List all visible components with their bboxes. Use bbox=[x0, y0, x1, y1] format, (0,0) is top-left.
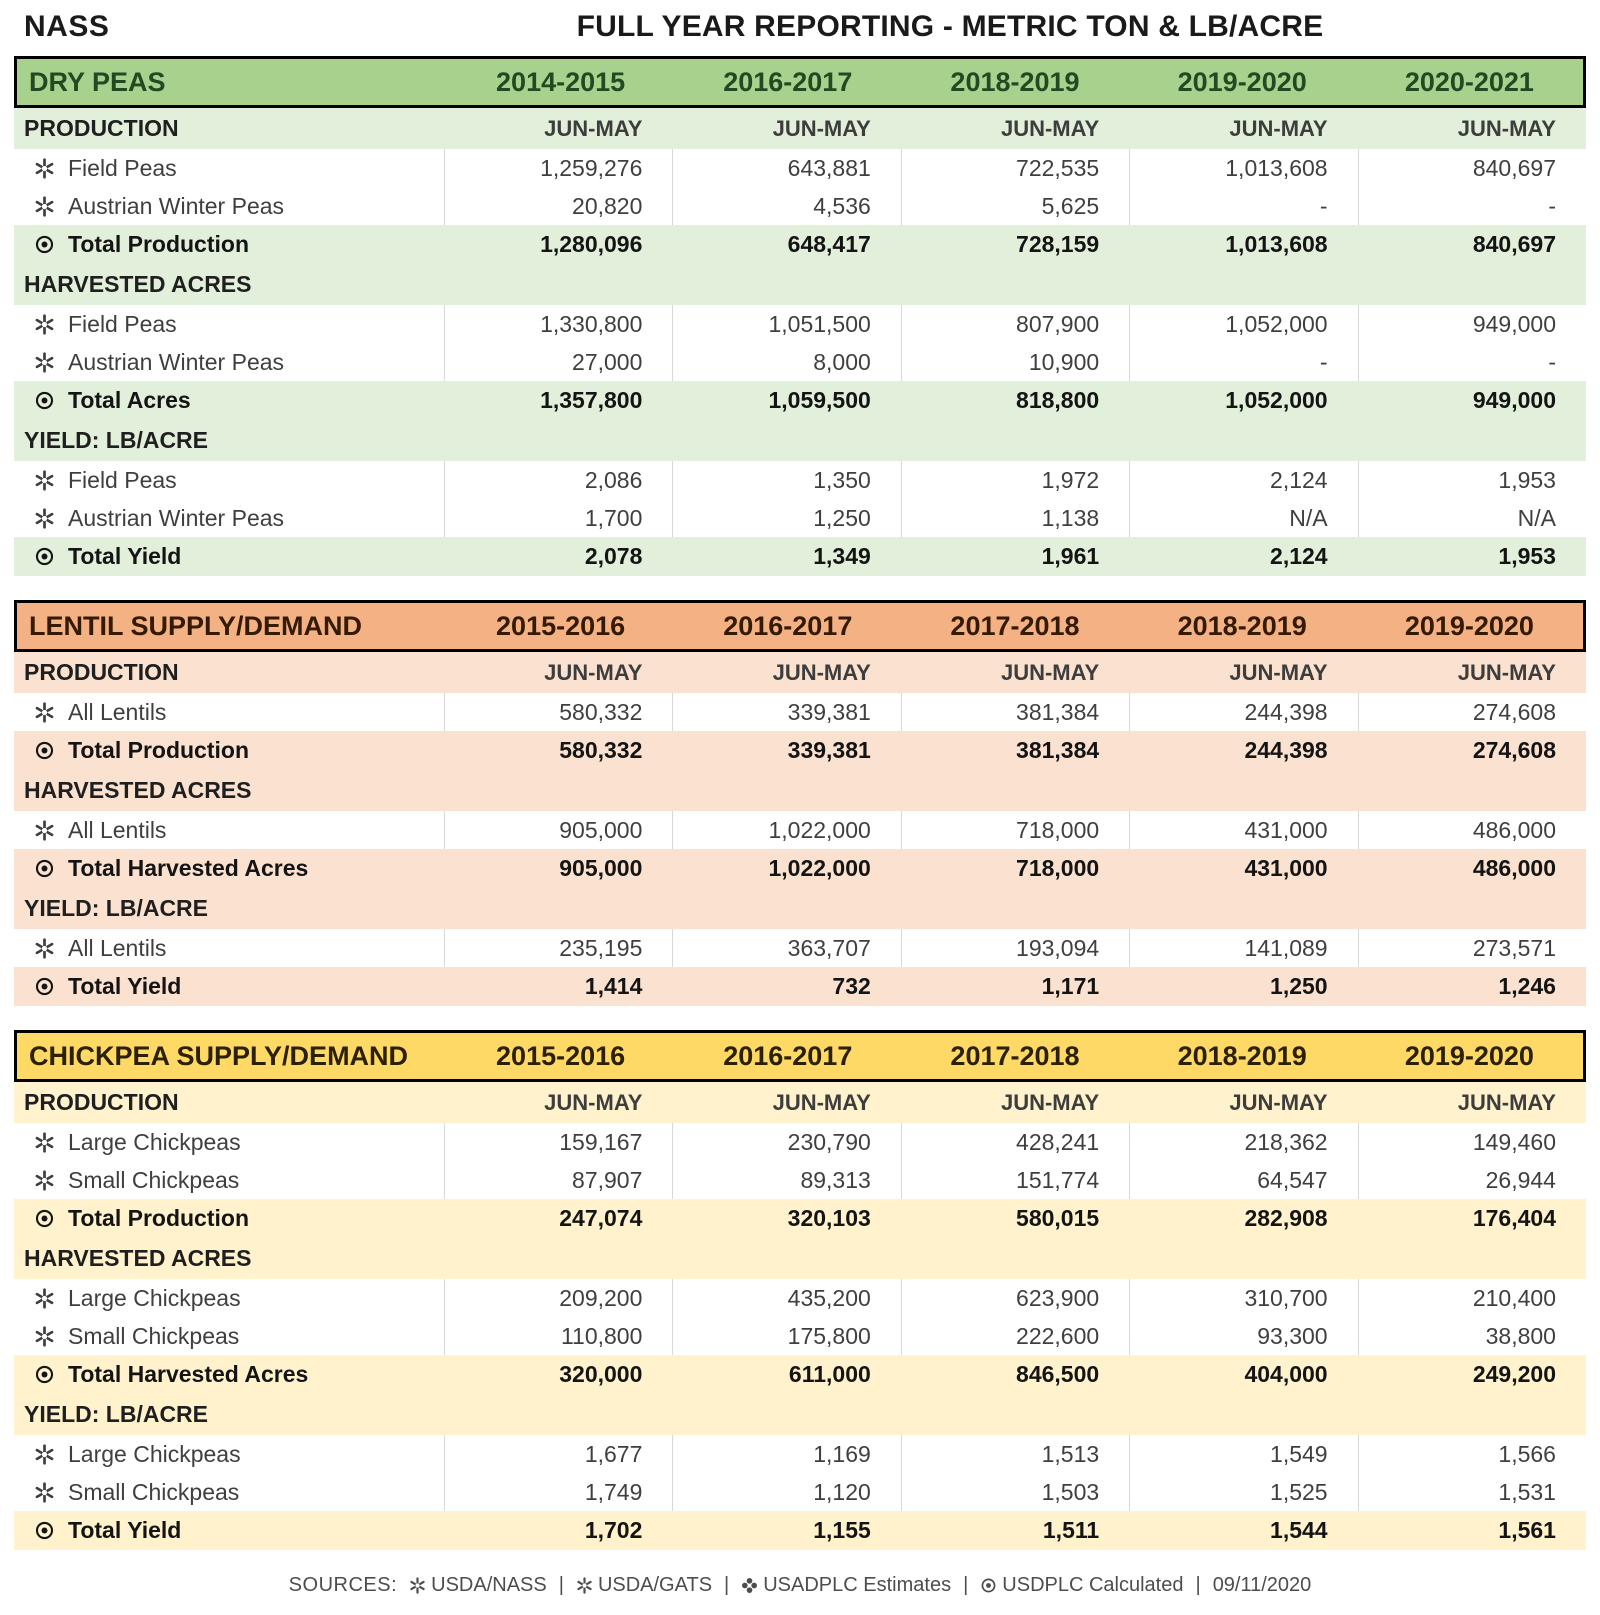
total-value-cell: 381,384 bbox=[1016, 737, 1100, 763]
period-label: JUN-MAY bbox=[1457, 1089, 1556, 1115]
row-label: Large Chickpeas bbox=[68, 1284, 241, 1311]
period-label: JUN-MAY bbox=[1229, 115, 1328, 141]
asterisk-icon bbox=[409, 1577, 426, 1594]
value-cell: - bbox=[1129, 343, 1357, 381]
value-cell: 141,089 bbox=[1129, 929, 1357, 967]
page-title: FULL YEAR REPORTING - METRIC TON & LB/ACRE bbox=[576, 10, 1324, 43]
value-cell: 1,120 bbox=[672, 1473, 900, 1511]
value-cell: 8,000 bbox=[672, 343, 900, 381]
total-value-cell: 1,052,000 bbox=[1225, 387, 1328, 413]
total-value-cell: 1,280,096 bbox=[540, 231, 643, 257]
value-cell: 10,900 bbox=[901, 343, 1129, 381]
group-label: PRODUCTION bbox=[24, 115, 179, 141]
period-label: JUN-MAY bbox=[1229, 1089, 1328, 1115]
asterisk-icon bbox=[34, 820, 55, 841]
separator: | bbox=[724, 1574, 730, 1596]
total-value-cell: 840,697 bbox=[1472, 231, 1556, 257]
group-label: YIELD: LB/ACRE bbox=[24, 895, 208, 921]
period-label: JUN-MAY bbox=[1000, 115, 1100, 141]
row-label-cell bbox=[14, 349, 444, 376]
total-value-cell: 1,022,000 bbox=[768, 855, 871, 881]
value-cell: 718,000 bbox=[901, 811, 1129, 849]
period-label: JUN-MAY bbox=[772, 659, 871, 685]
table-row bbox=[14, 1161, 1586, 1199]
value-cell: N/A bbox=[1129, 499, 1357, 537]
total-value-cell: 905,000 bbox=[559, 855, 643, 881]
row-label: Austrian Winter Peas bbox=[68, 192, 285, 219]
group-band bbox=[14, 420, 1586, 461]
section-header bbox=[14, 600, 1586, 652]
group-band bbox=[14, 264, 1586, 305]
fisheye-icon bbox=[34, 740, 55, 761]
year-header: 2020-2021 bbox=[1404, 66, 1534, 97]
row-label: Austrian Winter Peas bbox=[68, 504, 285, 531]
period-label: JUN-MAY bbox=[1000, 1089, 1100, 1115]
four-petal-icon bbox=[741, 1577, 758, 1594]
total-label-cell bbox=[14, 387, 444, 414]
total-label-cell bbox=[14, 855, 444, 882]
value-cell: 840,697 bbox=[1358, 149, 1586, 187]
total-value-cell: 1,953 bbox=[1498, 543, 1556, 569]
sections-container bbox=[14, 56, 1586, 1550]
period-label: JUN-MAY bbox=[1457, 659, 1556, 685]
value-cell: 20,820 bbox=[444, 187, 672, 225]
value-cell: 1,549 bbox=[1129, 1435, 1357, 1473]
value-cell: 1,259,276 bbox=[444, 149, 672, 187]
period-label: JUN-MAY bbox=[544, 1089, 643, 1115]
asterisk-icon bbox=[34, 1444, 55, 1465]
value-cell: 38,800 bbox=[1358, 1317, 1586, 1355]
value-cell: 273,571 bbox=[1358, 929, 1586, 967]
fisheye-icon bbox=[34, 234, 55, 255]
value-cell: 218,362 bbox=[1129, 1123, 1357, 1161]
value-cell: 27,000 bbox=[444, 343, 672, 381]
value-cell: 486,000 bbox=[1358, 811, 1586, 849]
total-label: Total Harvested Acres bbox=[68, 1361, 309, 1387]
table-row bbox=[14, 343, 1586, 381]
row-label-cell bbox=[14, 505, 444, 532]
total-value-cell: 1,961 bbox=[1041, 543, 1100, 569]
asterisk-icon bbox=[34, 1482, 55, 1503]
group-band bbox=[14, 888, 1586, 929]
value-cell: 623,900 bbox=[901, 1279, 1129, 1317]
asterisk-icon bbox=[576, 1577, 593, 1594]
section-dry-peas bbox=[14, 56, 1586, 576]
value-cell: 435,200 bbox=[672, 1279, 900, 1317]
asterisk-icon bbox=[34, 508, 55, 529]
period-label: JUN-MAY bbox=[772, 1089, 871, 1115]
period-label: JUN-MAY bbox=[1229, 659, 1328, 685]
total-value-cell: 431,000 bbox=[1244, 855, 1328, 881]
year-header: 2018-2019 bbox=[1177, 1040, 1307, 1071]
value-cell: 310,700 bbox=[1129, 1279, 1357, 1317]
total-value-cell: 282,908 bbox=[1244, 1205, 1328, 1231]
group-label: YIELD: LB/ACRE bbox=[24, 1401, 208, 1427]
total-row bbox=[14, 731, 1586, 770]
report-topbar bbox=[24, 10, 1576, 44]
total-label-cell bbox=[14, 973, 444, 1000]
total-value-cell: 1,013,608 bbox=[1225, 231, 1328, 257]
total-value-cell: 580,015 bbox=[1016, 1205, 1100, 1231]
asterisk-icon bbox=[34, 1288, 55, 1309]
row-label: Small Chickpeas bbox=[68, 1166, 240, 1193]
value-cell: 1,022,000 bbox=[672, 811, 900, 849]
value-cell: - bbox=[1129, 187, 1357, 225]
value-cell: 1,138 bbox=[901, 499, 1129, 537]
total-label: Total Acres bbox=[68, 387, 191, 413]
value-cell: 1,513 bbox=[901, 1435, 1129, 1473]
year-header: 2017-2018 bbox=[950, 610, 1080, 641]
year-header: 2016-2017 bbox=[723, 610, 853, 641]
table-row bbox=[14, 1435, 1586, 1473]
value-cell: 1,566 bbox=[1358, 1435, 1586, 1473]
table-row bbox=[14, 499, 1586, 537]
total-value-cell: 320,103 bbox=[787, 1205, 871, 1231]
source-label: USDA/NASS bbox=[431, 1574, 547, 1596]
value-cell: 1,052,000 bbox=[1129, 305, 1357, 343]
asterisk-icon bbox=[34, 938, 55, 959]
section-header bbox=[14, 1030, 1586, 1082]
total-value-cell: 818,800 bbox=[1016, 387, 1100, 413]
value-cell: 1,013,608 bbox=[1129, 149, 1357, 187]
value-cell: 4,536 bbox=[672, 187, 900, 225]
brand-label: NASS bbox=[24, 10, 110, 43]
value-cell: 1,503 bbox=[901, 1473, 1129, 1511]
group-band bbox=[14, 108, 1586, 149]
total-value-cell: 728,159 bbox=[1016, 231, 1100, 257]
period-label: JUN-MAY bbox=[544, 659, 643, 685]
year-header: 2019-2020 bbox=[1404, 610, 1534, 641]
row-label: Field Peas bbox=[68, 154, 177, 181]
year-header: 2016-2017 bbox=[723, 66, 853, 97]
row-label-cell bbox=[14, 935, 444, 962]
value-cell: 26,944 bbox=[1358, 1161, 1586, 1199]
total-label: Total Production bbox=[68, 231, 250, 257]
asterisk-icon bbox=[34, 158, 55, 179]
total-value-cell: 732 bbox=[832, 973, 871, 999]
total-value-cell: 2,124 bbox=[1270, 543, 1328, 569]
fisheye-icon bbox=[980, 1577, 997, 1594]
value-cell: 381,384 bbox=[901, 693, 1129, 731]
total-label: Total Production bbox=[68, 1205, 250, 1231]
section-body bbox=[14, 108, 1586, 576]
table-row bbox=[14, 461, 1586, 499]
table-row bbox=[14, 1473, 1586, 1511]
value-cell: 428,241 bbox=[901, 1123, 1129, 1161]
value-cell: 580,332 bbox=[444, 693, 672, 731]
total-row bbox=[14, 225, 1586, 264]
row-label: All Lentils bbox=[68, 934, 167, 961]
group-label: PRODUCTION bbox=[24, 659, 179, 685]
total-row bbox=[14, 849, 1586, 888]
value-cell: 1,749 bbox=[444, 1473, 672, 1511]
row-label: Large Chickpeas bbox=[68, 1128, 241, 1155]
row-label: Large Chickpeas bbox=[68, 1440, 241, 1467]
row-label: All Lentils bbox=[68, 698, 167, 725]
total-value-cell: 1,561 bbox=[1498, 1517, 1556, 1543]
value-cell: 93,300 bbox=[1129, 1317, 1357, 1355]
year-header: 2015-2016 bbox=[496, 610, 626, 641]
table-row bbox=[14, 187, 1586, 225]
row-label-cell bbox=[14, 467, 444, 494]
source-label: USDA/GATS bbox=[597, 1574, 713, 1596]
total-value-cell: 611,000 bbox=[788, 1361, 871, 1387]
value-cell: 339,381 bbox=[672, 693, 900, 731]
total-value-cell: 274,608 bbox=[1472, 737, 1556, 763]
value-cell: 1,677 bbox=[444, 1435, 672, 1473]
total-row bbox=[14, 1199, 1586, 1238]
row-label-cell bbox=[14, 193, 444, 220]
total-value-cell: 1,171 bbox=[1041, 973, 1100, 999]
asterisk-icon bbox=[34, 1326, 55, 1347]
value-cell: 193,094 bbox=[901, 929, 1129, 967]
group-label: YIELD: LB/ACRE bbox=[24, 427, 208, 453]
value-cell: 89,313 bbox=[672, 1161, 900, 1199]
group-label: HARVESTED ACRES bbox=[24, 777, 252, 803]
value-cell: 5,625 bbox=[901, 187, 1129, 225]
row-label-cell bbox=[14, 699, 444, 726]
row-label: Field Peas bbox=[68, 466, 177, 493]
total-row bbox=[14, 967, 1586, 1006]
value-cell: 1,250 bbox=[672, 499, 900, 537]
value-cell: 149,460 bbox=[1358, 1123, 1586, 1161]
section-title: DRY PEAS bbox=[29, 66, 166, 97]
total-value-cell: 244,398 bbox=[1244, 737, 1328, 763]
total-value-cell: 580,332 bbox=[559, 737, 643, 763]
value-cell: 1,525 bbox=[1129, 1473, 1357, 1511]
value-cell: N/A bbox=[1358, 499, 1586, 537]
value-cell: 222,600 bbox=[901, 1317, 1129, 1355]
value-cell: 722,535 bbox=[901, 149, 1129, 187]
value-cell: 949,000 bbox=[1358, 305, 1586, 343]
table-row bbox=[14, 929, 1586, 967]
table-row bbox=[14, 149, 1586, 187]
fisheye-icon bbox=[34, 390, 55, 411]
total-value-cell: 846,500 bbox=[1016, 1361, 1100, 1387]
year-header: 2015-2016 bbox=[496, 1040, 626, 1071]
group-band bbox=[14, 652, 1586, 693]
value-cell: 1,953 bbox=[1358, 461, 1586, 499]
value-cell: - bbox=[1358, 187, 1586, 225]
row-label-cell bbox=[14, 311, 444, 338]
year-header: 2017-2018 bbox=[950, 1040, 1080, 1071]
row-label-cell bbox=[14, 1479, 444, 1506]
row-label: Austrian Winter Peas bbox=[68, 348, 285, 375]
asterisk-icon bbox=[34, 352, 55, 373]
value-cell: 905,000 bbox=[444, 811, 672, 849]
total-value-cell: 949,000 bbox=[1472, 387, 1556, 413]
value-cell: 235,195 bbox=[444, 929, 672, 967]
group-label: HARVESTED ACRES bbox=[24, 271, 252, 297]
fisheye-icon bbox=[34, 858, 55, 879]
year-header: 2016-2017 bbox=[723, 1040, 853, 1071]
section-header bbox=[14, 56, 1586, 108]
row-label: Small Chickpeas bbox=[68, 1478, 240, 1505]
value-cell: - bbox=[1358, 343, 1586, 381]
total-value-cell: 648,417 bbox=[787, 231, 871, 257]
group-label: PRODUCTION bbox=[24, 1089, 179, 1115]
value-cell: 151,774 bbox=[901, 1161, 1129, 1199]
value-cell: 175,800 bbox=[672, 1317, 900, 1355]
total-value-cell: 404,000 bbox=[1244, 1361, 1328, 1387]
total-value-cell: 1,155 bbox=[813, 1517, 871, 1543]
row-label-cell bbox=[14, 1441, 444, 1468]
value-cell: 643,881 bbox=[672, 149, 900, 187]
total-value-cell: 339,381 bbox=[787, 737, 871, 763]
fisheye-icon bbox=[34, 546, 55, 567]
row-label: Small Chickpeas bbox=[68, 1322, 240, 1349]
section-title: CHICKPEA SUPPLY/DEMAND bbox=[29, 1040, 409, 1071]
period-label: JUN-MAY bbox=[544, 115, 643, 141]
table-row bbox=[14, 1279, 1586, 1317]
group-band bbox=[14, 1082, 1586, 1123]
total-label-cell bbox=[14, 543, 444, 570]
value-cell: 274,608 bbox=[1358, 693, 1586, 731]
total-row bbox=[14, 381, 1586, 420]
asterisk-icon bbox=[34, 702, 55, 723]
total-label: Total Yield bbox=[68, 1517, 182, 1543]
group-label: HARVESTED ACRES bbox=[24, 1245, 252, 1271]
value-cell: 1,972 bbox=[901, 461, 1129, 499]
total-value-cell: 1,544 bbox=[1270, 1517, 1328, 1543]
total-row bbox=[14, 537, 1586, 576]
value-cell: 2,124 bbox=[1129, 461, 1357, 499]
value-cell: 159,167 bbox=[444, 1123, 672, 1161]
total-value-cell: 320,000 bbox=[559, 1361, 643, 1387]
total-value-cell: 1,357,800 bbox=[540, 387, 643, 413]
separator: | bbox=[963, 1574, 969, 1596]
period-label: JUN-MAY bbox=[772, 115, 871, 141]
value-cell: 1,350 bbox=[672, 461, 900, 499]
asterisk-icon bbox=[34, 1170, 55, 1191]
total-label: Total Yield bbox=[68, 543, 182, 569]
value-cell: 1,531 bbox=[1358, 1473, 1586, 1511]
total-label: Total Production bbox=[68, 737, 250, 763]
row-label: Field Peas bbox=[68, 310, 177, 337]
value-cell: 230,790 bbox=[672, 1123, 900, 1161]
value-cell: 210,400 bbox=[1358, 1279, 1586, 1317]
row-label-cell bbox=[14, 1167, 444, 1194]
group-band bbox=[14, 770, 1586, 811]
value-cell: 110,800 bbox=[444, 1317, 672, 1355]
source-item bbox=[980, 1574, 1183, 1597]
fisheye-icon bbox=[34, 976, 55, 997]
fisheye-icon bbox=[34, 1208, 55, 1229]
row-label-cell bbox=[14, 1323, 444, 1350]
value-cell: 431,000 bbox=[1129, 811, 1357, 849]
year-header: 2018-2019 bbox=[1177, 610, 1307, 641]
value-cell: 1,700 bbox=[444, 499, 672, 537]
section-title: LENTIL SUPPLY/DEMAND bbox=[29, 610, 363, 641]
sources-prefix: SOURCES: bbox=[288, 1574, 398, 1596]
value-cell: 244,398 bbox=[1129, 693, 1357, 731]
total-value-cell: 1,246 bbox=[1498, 973, 1556, 999]
value-cell: 1,169 bbox=[672, 1435, 900, 1473]
value-cell: 1,330,800 bbox=[444, 305, 672, 343]
period-label: JUN-MAY bbox=[1457, 115, 1556, 141]
year-header: 2018-2019 bbox=[950, 66, 1080, 97]
total-value-cell: 1,349 bbox=[813, 543, 871, 569]
total-value-cell: 1,059,500 bbox=[768, 387, 871, 413]
report-date: 09/11/2020 bbox=[1212, 1574, 1312, 1596]
section-chickpea bbox=[14, 1030, 1586, 1550]
value-cell: 363,707 bbox=[672, 929, 900, 967]
total-label-cell bbox=[14, 737, 444, 764]
year-header: 2019-2020 bbox=[1404, 1040, 1534, 1071]
table-row bbox=[14, 305, 1586, 343]
total-value-cell: 1,414 bbox=[584, 973, 643, 999]
total-value-cell: 1,702 bbox=[584, 1517, 643, 1543]
total-label-cell bbox=[14, 1361, 444, 1388]
total-label-cell bbox=[14, 231, 444, 258]
group-band bbox=[14, 1238, 1586, 1279]
year-header: 2014-2015 bbox=[496, 66, 626, 97]
row-label-cell bbox=[14, 1129, 444, 1156]
value-cell: 209,200 bbox=[444, 1279, 672, 1317]
value-cell: 87,907 bbox=[444, 1161, 672, 1199]
period-label: JUN-MAY bbox=[1000, 659, 1100, 685]
asterisk-icon bbox=[34, 1132, 55, 1153]
total-value-cell: 486,000 bbox=[1472, 855, 1556, 881]
year-header: 2019-2020 bbox=[1177, 66, 1307, 97]
source-label: USADPLC Estimates bbox=[763, 1574, 952, 1596]
total-label: Total Harvested Acres bbox=[68, 855, 309, 881]
source-item bbox=[576, 1574, 712, 1597]
separator: | bbox=[558, 1574, 564, 1596]
total-row bbox=[14, 1355, 1586, 1394]
total-row bbox=[14, 1511, 1586, 1550]
sources-footer bbox=[14, 1574, 1586, 1597]
value-cell: 807,900 bbox=[901, 305, 1129, 343]
source-label: USDPLC Calculated bbox=[1002, 1574, 1184, 1596]
total-label: Total Yield bbox=[68, 973, 182, 999]
row-label-cell bbox=[14, 155, 444, 182]
source-item bbox=[741, 1574, 951, 1597]
fisheye-icon bbox=[34, 1364, 55, 1385]
table-row bbox=[14, 693, 1586, 731]
total-value-cell: 247,074 bbox=[559, 1205, 643, 1231]
table-row bbox=[14, 1123, 1586, 1161]
group-band bbox=[14, 1394, 1586, 1435]
row-label: All Lentils bbox=[68, 816, 167, 843]
total-value-cell: 2,078 bbox=[584, 543, 643, 569]
total-value-cell: 718,000 bbox=[1016, 855, 1100, 881]
value-cell: 2,086 bbox=[444, 461, 672, 499]
row-label-cell bbox=[14, 817, 444, 844]
total-label-cell bbox=[14, 1517, 444, 1544]
separator: | bbox=[1195, 1574, 1201, 1596]
total-value-cell: 176,404 bbox=[1472, 1205, 1556, 1231]
total-value-cell: 1,250 bbox=[1270, 973, 1328, 999]
fisheye-icon bbox=[34, 1520, 55, 1541]
section-body bbox=[14, 652, 1586, 1006]
section-body bbox=[14, 1082, 1586, 1550]
source-item bbox=[409, 1574, 547, 1597]
row-label-cell bbox=[14, 1285, 444, 1312]
asterisk-icon bbox=[34, 314, 55, 335]
total-value-cell: 1,511 bbox=[1042, 1517, 1100, 1543]
table-row bbox=[14, 811, 1586, 849]
total-value-cell: 249,200 bbox=[1472, 1361, 1556, 1387]
section-lentil bbox=[14, 600, 1586, 1006]
table-row bbox=[14, 1317, 1586, 1355]
total-label-cell bbox=[14, 1205, 444, 1232]
asterisk-icon bbox=[34, 196, 55, 217]
asterisk-icon bbox=[34, 470, 55, 491]
value-cell: 64,547 bbox=[1129, 1161, 1357, 1199]
value-cell: 1,051,500 bbox=[672, 305, 900, 343]
